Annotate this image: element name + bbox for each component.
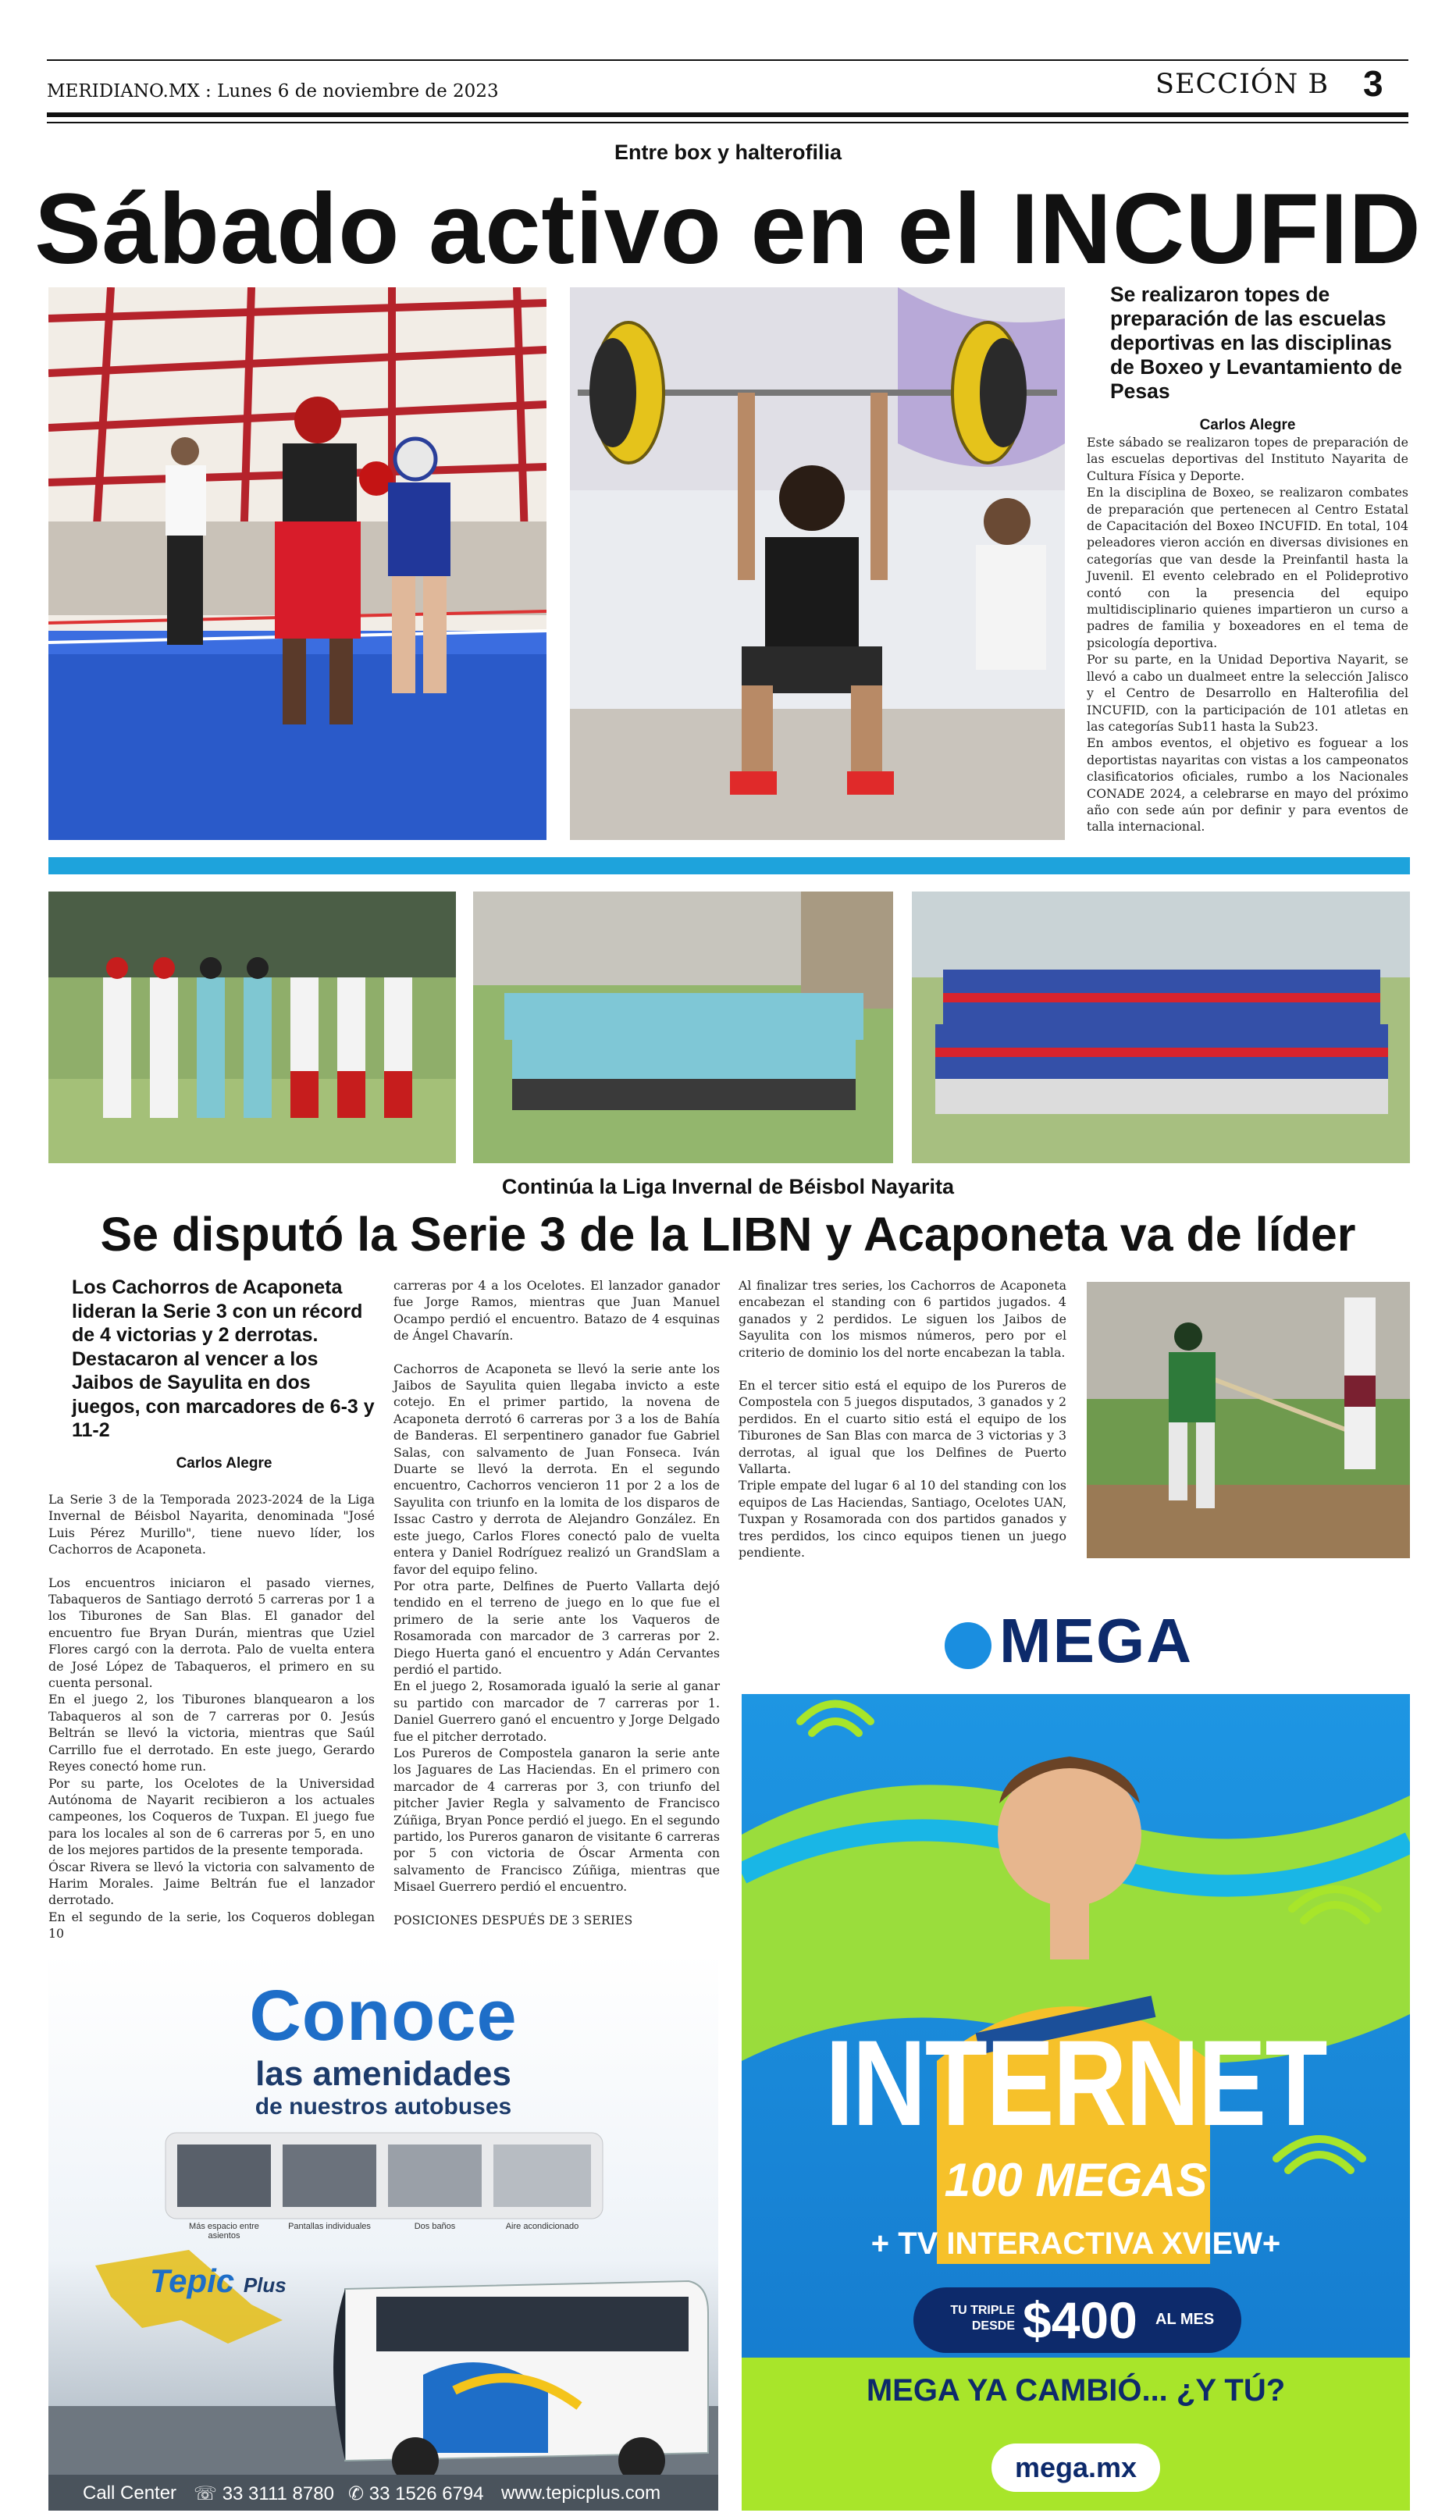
body-paragraph: La Serie 3 de la Temporada 2023-2024 de la Liga Invernal de Béisbol Nayarita, denominada "José Luis Pérez Murillo", tiene nuevo líder, los Cachorros de Acaponeta. <box>48 1492 375 1557</box>
website-link[interactable]: www.tepicplus.com <box>501 2483 661 2504</box>
bus-ad-title: Conoce <box>249 1976 518 2056</box>
bus-ad-subtitle-2: de nuestros autobuses <box>255 2094 512 2120</box>
body-paragraph <box>393 1344 720 1361</box>
batter-photo <box>1087 1282 1410 1558</box>
phone-text: 33 3111 8780 <box>222 2483 334 2504</box>
article1-paragraph: En la disciplina de Boxeo, se realizaron combates de preparación que pertenecen al Centro Estatal de Capacitación del Boxeo INCUFID. En total, 104 peleadores vieron acción en diversas divisiones en categorías que van desde la Preinfantil hasta la Juvenil. El evento celebrado en el Polideprotivo contó con la presencia del equipo multidisciplinario quienes impartieron un curso a padres de familia y boxeadores en el tema de psicología deportiva. <box>1087 485 1408 650</box>
masthead-rule-thick <box>47 112 1408 117</box>
logo-sub: Plus <box>243 2273 287 2297</box>
body-paragraph: Los encuentros iniciaron el pasado viernes, Tabaqueros de Santiago derrotó 5 carreras por 1 a los Tiburones de San Blas. El ganador del encuentro fue Bryan Durán, mientras que Uziel Flores cargó con la derrota. Palo de vuelta entera de José López de Tabaqueros, el primero en su cuenta personal. <box>48 1575 375 1691</box>
article2-byline: Carlos Alegre <box>176 1455 272 1472</box>
mega-logo-text: MEGA <box>999 1606 1193 1675</box>
article1-paragraph: Este sábado se realizaron topes de preparación de las escuelas deportivas del Instituto Nayarita de Cultura Física y Deporte. <box>1087 435 1408 483</box>
mega-logo <box>945 1605 1193 1677</box>
bus-feature-label: Pantallas individuales <box>288 2222 371 2231</box>
masthead-date: MERIDIANO.MX : Lunes 6 de noviembre de 2023 <box>47 81 499 101</box>
article1-paragraph: En ambos eventos, el objetivo es foguear a los deportistas nayaritas con vistas a los campeonatos clasificatorios oficiales, rumbo a los Nacionales CONADE 2024, a celebrarse en mayo del próximo año con sede aún por definir y para eventos de talla internacional. <box>1087 735 1408 835</box>
phone-icon: ☏ <box>194 2483 222 2504</box>
mega-speed: 100 MEGAS <box>944 2154 1208 2206</box>
whatsapp-number[interactable] <box>348 2483 484 2505</box>
page-number: 3 <box>1363 63 1383 104</box>
mega-price-label <box>937 2303 1015 2334</box>
mega-tv: + TV INTERACTIVA XVIEW+ <box>870 2226 1281 2261</box>
price-label-top: TU TRIPLE <box>950 2304 1015 2317</box>
body-paragraph: En el tercer sitio está el equipo de los Pureros de Compostela con 5 juegos disputados, 3 ganados y 2 perdidos. En el cuarto sitio está el equipo de los Tiburones de San Blas con marca de 3 victorias y 3 derrotas, al igual que los Delfines de Puerto Vallarta. <box>739 1378 1066 1477</box>
article2-deck: Los Cachorros de Acaponeta lideran la Serie 3 con un récord de 4 victorias y 2 derrotas. Destacaron al vencer a los Jaibos de Sayulita en dos juegos, con marcadores de 6-3 y 11-2 <box>72 1276 375 1441</box>
article1-headline: Sábado activo en el INCUFID <box>34 173 1422 285</box>
body-paragraph: Por su parte, los Ocelotes de la Universidad Autónoma de Nayarit recibieron a los actuales campeones, los Coqueros de Tuxpan. El juego fue para los locales al son de 6 carreras por 5, en uno de los mejores partidos de la presente temporada. <box>48 1775 375 1858</box>
article1-paragraph: Por su parte, en la Unidad Deportiva Nayarit, se llevó a cabo un dualmeet entre la selección Jalisco y el Centro de Desarrollo en Halterofilia del INCUFID, con la participación de 101 atletas en las categorías Sub11 hasta la Sub23. <box>1087 652 1408 734</box>
umpires-photo <box>48 892 456 1163</box>
team-photo-sayulita <box>473 892 893 1163</box>
tepic-plus-logo <box>150 2262 287 2300</box>
logo-brand: Tepic <box>150 2262 235 2299</box>
article2-column-3 <box>739 1277 1066 1561</box>
phone-number[interactable] <box>194 2483 334 2505</box>
mega-headline: INTERNET <box>825 2016 1326 2152</box>
weightlifting-photo <box>570 287 1065 840</box>
bus-feature-label: Dos baños <box>414 2222 456 2231</box>
bus-ad[interactable] <box>48 1953 718 2511</box>
section-divider <box>48 857 1410 874</box>
team-photo-acaponeta <box>912 892 1410 1163</box>
body-paragraph: Los Pureros de Compostela ganaron la serie ante los Jaguares de Las Haciendas. En el primero con marcador de 4 carreras por 3, con triunfo del pitcher Javier Regla y salvamento de Francisco Zúñiga, Bryan Ponce perdió el juego. En el segundo partido, los Pureros ganaron de visitante 6 carreras por 5 con victoria de Óscar Armenta con salvamento de Francisco Zúñiga, mientras que Misael Guerrero perdió el encuentro. <box>393 1745 720 1895</box>
whatsapp-text: 33 1526 6794 <box>368 2483 484 2504</box>
mega-ad[interactable] <box>742 1577 1410 2511</box>
body-paragraph: Por otra parte, Delfines de Puerto Vallarta dejó tendido en el terreno de juego en lo que fue el primero de la serie ante los Vaqueros de Rosamorada con marcador de 3 carreras por 2. Diego Huerta ganó el encuentro y Adán Cervantes perdió el partido. <box>393 1578 720 1677</box>
article2-headline: Se disputó la Serie 3 de la LIBN y Acaponeta va de líder <box>100 1208 1356 1261</box>
top-rule <box>47 59 1408 61</box>
article2-kicker: Continúa la Liga Invernal de Béisbol Nayarita <box>501 1175 955 1198</box>
body-paragraph: Triple empate del lugar 6 al 10 del standing con los equipos de Las Haciendas, Santiago, Ocelotes UAN, Tuxpan y Rosamorada con dos partidos ganados y tres perdidos, los cinco equipos tienen un juego pendiente. <box>739 1478 1066 1561</box>
body-paragraph <box>48 1558 375 1575</box>
call-center-label: Call Center <box>83 2483 177 2504</box>
boxing-photo <box>48 287 546 840</box>
body-paragraph: carreras por 4 a los Ocelotes. El lanzador ganador fue Jorge Ramos, mientras que Juan Manuel Ocampo perdió el encuentro. Batazo de 4 esquinas de Ángel Chavarín. <box>393 1278 720 1344</box>
bus-feature-label: Aire acondicionado <box>505 2222 579 2231</box>
article2-column-1 <box>48 1491 375 1942</box>
body-paragraph: En el segundo de la serie, los Coqueros doblegan 10 <box>48 1909 375 1942</box>
price-label-bottom: DESDE <box>971 2319 1015 2333</box>
article1-body <box>1087 434 1408 835</box>
mega-price-suffix: AL MES <box>1155 2311 1215 2328</box>
article1-byline: Carlos Alegre <box>1199 417 1296 433</box>
bus-ad-subtitle-1: las amenidades <box>255 2055 511 2093</box>
body-paragraph: En el juego 2, Rosamorada igualó la serie al ganar su partido con marcador de 7 carreras por 1. Daniel Guerrero ganó el encuentro y Jorge Delgado fue el pitcher derrotado. <box>393 1678 720 1744</box>
standings-heading: POSICIONES DESPUÉS DE 3 SERIES <box>393 1912 633 1927</box>
masthead-rule-thin <box>47 122 1408 123</box>
mega-slogan: MEGA YA CAMBIÓ... ¿Y TÚ? <box>866 2373 1286 2408</box>
whatsapp-icon: ✆ <box>348 2483 369 2504</box>
article1-kicker: Entre box y halterofilia <box>614 141 842 164</box>
body-paragraph: Óscar Rivera se llevó la victoria con salvamento de Harim Morales. Jaime Beltrán fue el lanzador derrotado. <box>48 1859 375 1908</box>
body-paragraph: Al finalizar tres series, los Cachorros de Acaponeta encabezan el standing con 6 partidos jugados. 4 ganados y 2 perdidos. Le siguen los Jaibos de Sayulita con los mismos números, pero por el criterio de dominio los del norte encabezan la tabla. <box>739 1278 1066 1360</box>
section-label: SECCIÓN B <box>1155 69 1330 100</box>
body-paragraph <box>739 1361 1066 1377</box>
mega-price: $400 <box>1023 2291 1137 2349</box>
body-paragraph <box>393 1895 720 1912</box>
body-paragraph: En el juego 2, los Tiburones blanquearon a los Tabaqueros al son de 7 carreras por 0. Jesús Beltrán se llevó la victoria, mientras que Saúl Carrillo fue el derrotado. En este juego, Gerardo Reyes conectó home run. <box>48 1692 375 1774</box>
bus-feature-label: Más espacio entre asientos <box>189 2222 259 2241</box>
article1-deck: Se realizaron topes de preparación de las escuelas deportivas en las disciplinas de Boxeo y Levantamiento de Pesas <box>1110 283 1403 403</box>
mega-logo-icon <box>945 1622 991 1669</box>
article2-column-2 <box>393 1277 720 1928</box>
body-paragraph: Cachorros de Acaponeta se llevó la serie ante los Jaibos de Sayulita quien llegaba invicto a este cotejo. En el primer partido, la novena de Acaponeta derrotó 6 carreras por 3 a los de Bahía de Banderas. El serpentinero ganador fue Gabriel Salas, con salvamento de Juan Fonseca. Iván Duarte se llevó la derrota. En el segundo encuentro, Cachorros vencieron 11 por 2 a los de Sayulita con triunfo en la lomita de los disparos de Issac Castro y derrota de Alejandro González. En este juego, Carlos Flores conectó palo de vuelta entera y Daniel Rodríguez realizó un GrandSlam a favor del equipo felino. <box>393 1361 720 1577</box>
mega-url[interactable]: mega.mx <box>1014 2451 1137 2483</box>
